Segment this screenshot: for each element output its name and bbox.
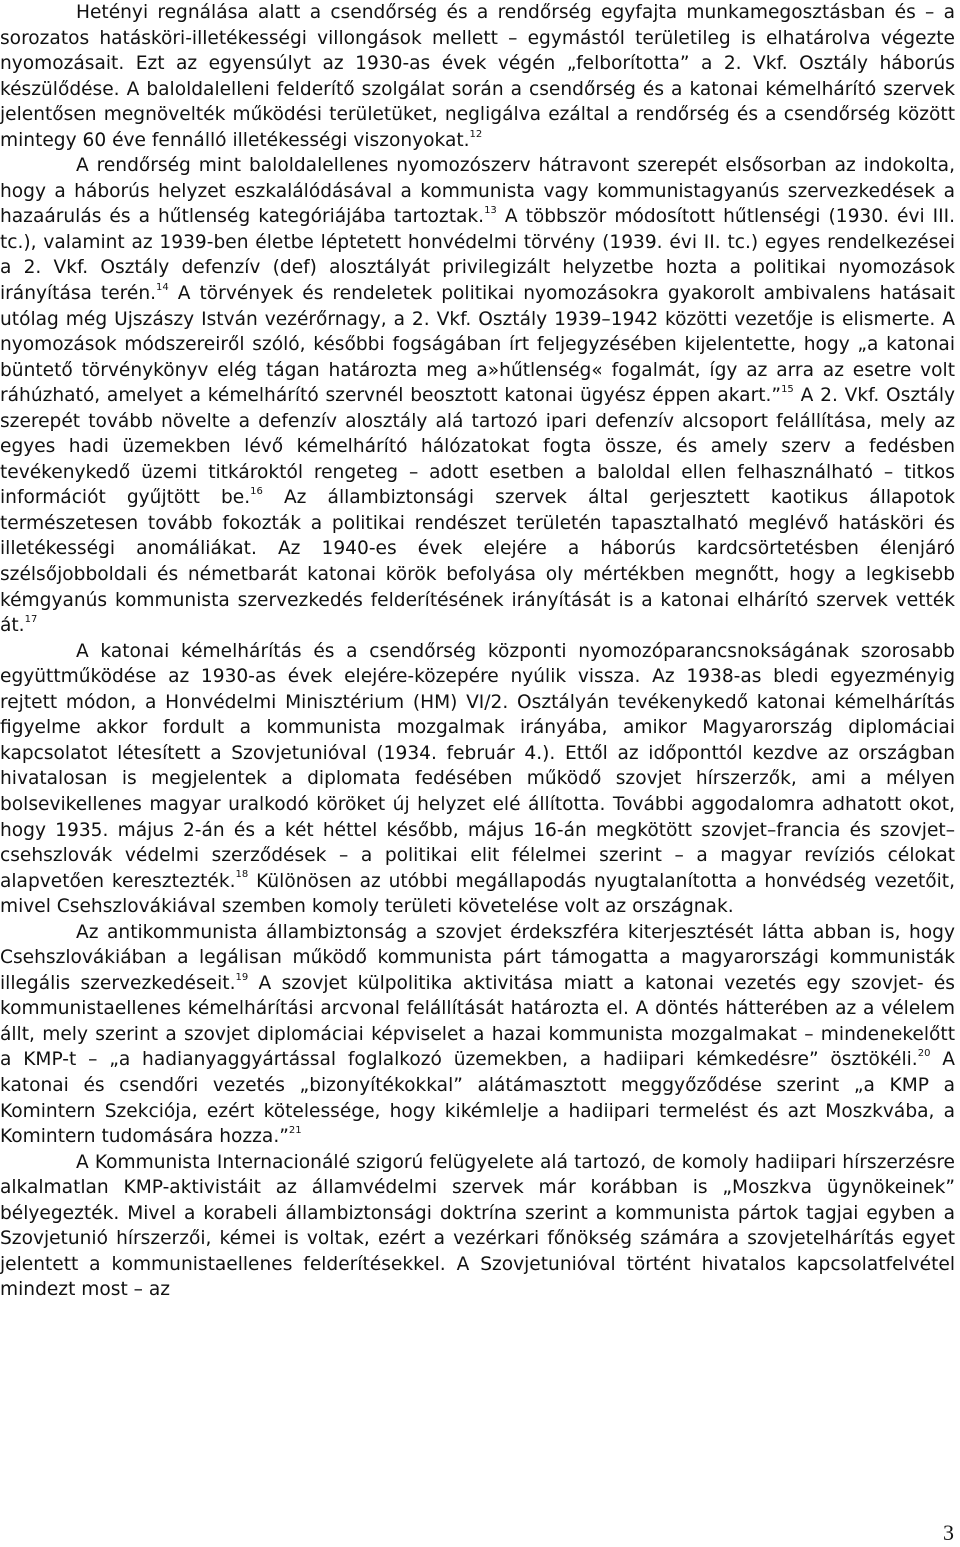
paragraph-2-text-1: A rendőrség mint baloldalellenes nyomozószerv hátravont szerepét elsősorban az indokolta, hogy a háborús helyzet eszkalálódásával a kommunista vagy kommunistagyanús szervezkedések a hazaárulás és a hűtlenség kategóriájába tartoztak. [0, 155, 955, 228]
footnote-ref-13[interactable]: 13 [484, 205, 497, 217]
paragraph-2-text-3: A törvények és rendeletek politikai nyomozásokra gyakorolt ambivalens hatásait utólag még Ujszászy István vezérőrnagy, a 2. Vkf. Osztály 1939–1942 közötti vezetője is elismerte. A nyomozások módszereiről szóló, későbbi fogságában írt feljegyzésében kijelentette, hogy „a katonai büntető törvénykönyv elég tágan határozta meg a»hűtlenség« fogalmát, így az arra az esetre volt ráhúzható, amelyet a kémelhárító szervnél beosztott katonai ügyész éppen akart.” [0, 283, 956, 407]
paragraph-2 [0, 153, 955, 638]
footnote-ref-17[interactable]: 17 [24, 613, 38, 625]
footnote-ref-18[interactable]: 18 [235, 869, 249, 881]
paragraph-2-text-2: A többször módosított hűtlenségi (1930. évi III. tc.), valamint az 1939-ben életbe léptetett honvédelmi törvény (1939. évi II. tc.) egyes rendelkezései a 2. Vkf. Osztály defenzív (def) alosztályát privilegizált helyzetbe hozta a politikai nyomozások irányítása terén. [0, 206, 955, 305]
paragraph-4-text-1: Az antikommunista állambiztonság a szovjet érdekszféra kiterjesztését látta abban is, hogy Csehszlovákiában a legálisan működő kommunista párt támogatta a magyarországi kommunisták illegális szervezkedéseit. [0, 921, 955, 994]
paragraph-2-text-4: A 2. Vkf. Osztály szerepét tovább növelte a defenzív alosztály alá tartozó ipari defenzív alcsoport felállítása, mely az egyes hadi üzemekben lévő kémelhárító hálózatokat fogta össze, és amely szerv a fedésben tevékenykedő üzemi titkároktól rengeteg – adott esetben a baloldal ellen felhasználható – titkos információt gyűjtött be. [0, 385, 955, 509]
paragraph-3 [0, 639, 955, 920]
paragraph-3-text-1: A katonai kémelhárítás és a csendőrség központi nyomozóparancsnokságának szorosabb együttműködése az 1930-as évek elejére-közepére nyúlik vissza. Az 1938-as bledi egyezményig rejtett módon, a Honvédelmi Minisztérium (HM) VI/2. Osztályán tevékenykedő katonai kémelhárítás figyelme akkor fordult a kommunista mozgalmak irányába, amikor Magyarország diplomáciai kapcsolatot létesített a Szovjetunióval (1934. február 4.). Ettől az időponttól kezdve az országban hivatalosan is megjelentek a diplomata fedésében működő szovjet hírszerzők, ami a mélyen bolsevikellenes magyar uralkodó köröket új helyzet elé állította. További aggodalomra adhatott okot, hogy 1935. május 2-án és a két héttel később, május 16-án megkötött szovjet–francia és szovjet–csehszlovák védelmi szerződések – a politikai elit félelmei szerint – a magyar revíziós célokat alapvetően keresztezték. [0, 640, 955, 892]
paragraph-4-text-2: A szovjet külpolitika aktivitása miatt a katonai vezetés egy szovjet- és kommunistaellenes kémelhárítási arcvonal felállítását határozta el. A döntés hátterében az a vélelem állt, mely szerint a szovjet diplomáciai képviselet a hazai kommunista mozgalmakat – mindenekelőtt a KMP-t – „a hadianyaggyártással foglalkozó üzemekben, a hadiipari kémkedésre” ösztökéli. [0, 972, 955, 1071]
paragraph-1 [0, 0, 955, 153]
footnote-ref-15[interactable]: 15 [781, 384, 794, 396]
page-number: 3 [943, 1520, 954, 1545]
footnote-ref-12[interactable]: 12 [469, 128, 483, 140]
paragraph-5 [0, 1150, 955, 1303]
paragraph-3-text-2: Különösen az utóbbi megállapodás nyugtalanította a honvédség vezetőit, mivel Csehszlovákiával szemben komoly területi követelése volt az országnak. [0, 870, 956, 918]
paragraph-4-text-3: A katonai és csendőri vezetés „bizonyítékokkal” alátámasztott meggyőződése szerint „a KMP a Komintern Szekciója, ezért kötelessége, hogy kikémlelje a hadiipari termelést és azt Moszkvába, a Komintern tudomására hozza.” [0, 1049, 955, 1148]
paragraph-4 [0, 920, 955, 1150]
footnote-ref-14[interactable]: 14 [156, 281, 169, 293]
paragraph-1-text: Hetényi regnálása alatt a csendőrség és a rendőrség egyfajta munkamegosztásban és – a sorozatos hatásköri-illetékességi villongások mellett – egymástól területileg is elhatárolva végezte nyomozásait. Ezt az egyensúlyt az 1930-as évek végén „felborította” a 2. Vkf. Osztály háborús készülődése. A baloldalelleni felderítő szolgálat során a csendőrség és a katonai kémelhárító szervek jelentősen megnövelték működési területüket, negligálva ezáltal a rendőrség és a csendőrség között mintegy 60 éve fennálló illetékességi viszonyokat. [0, 2, 955, 151]
footnote-ref-19[interactable]: 19 [235, 971, 249, 983]
paragraph-2-text-5: Az állambiztonsági szervek által gerjesztett kaotikus állapotok természetesen tovább fokozták a politikai rendészet területén tapasztalható meglévő hatásköri és illetékességi anomáliákat. Az 1940-es évek elejére a háborús kardcsörtetésben élenjáró szélsőjobboldali és németbarát katonai körök befolyása oly mértékben megnőtt, hogy a legkisebb kémgyanús kommunista szervezkedés felderítésének irányítását is a katonai elhárító szervek vették át. [0, 487, 955, 637]
paragraph-5-text: A Kommunista Internacionálé szigorú felügyelete alá tartozó, de komoly hadiipari hírszerzésre alkalmatlan KMP-aktivistáit az államvédelmi szervek már korábban is „Moszkva ügynökeinek” bélyegezték. Mivel a korabeli állambiztonsági doktrína szerint a kommunista pártok tagjai egyben a Szovjetunió hírszerzői, kémei is voltak, ezért a vezérkari főnökség számára a szovjetelhárítás egyet jelentett a kommunistaellenes felderítésekkel. A Szovjetunióval történt hivatalos kapcsolatfelvétel mindezt most – az [0, 1151, 955, 1301]
footnote-ref-20[interactable]: 20 [917, 1048, 931, 1060]
footnote-ref-21[interactable]: 21 [288, 1124, 302, 1136]
footnote-ref-16[interactable]: 16 [250, 486, 263, 498]
